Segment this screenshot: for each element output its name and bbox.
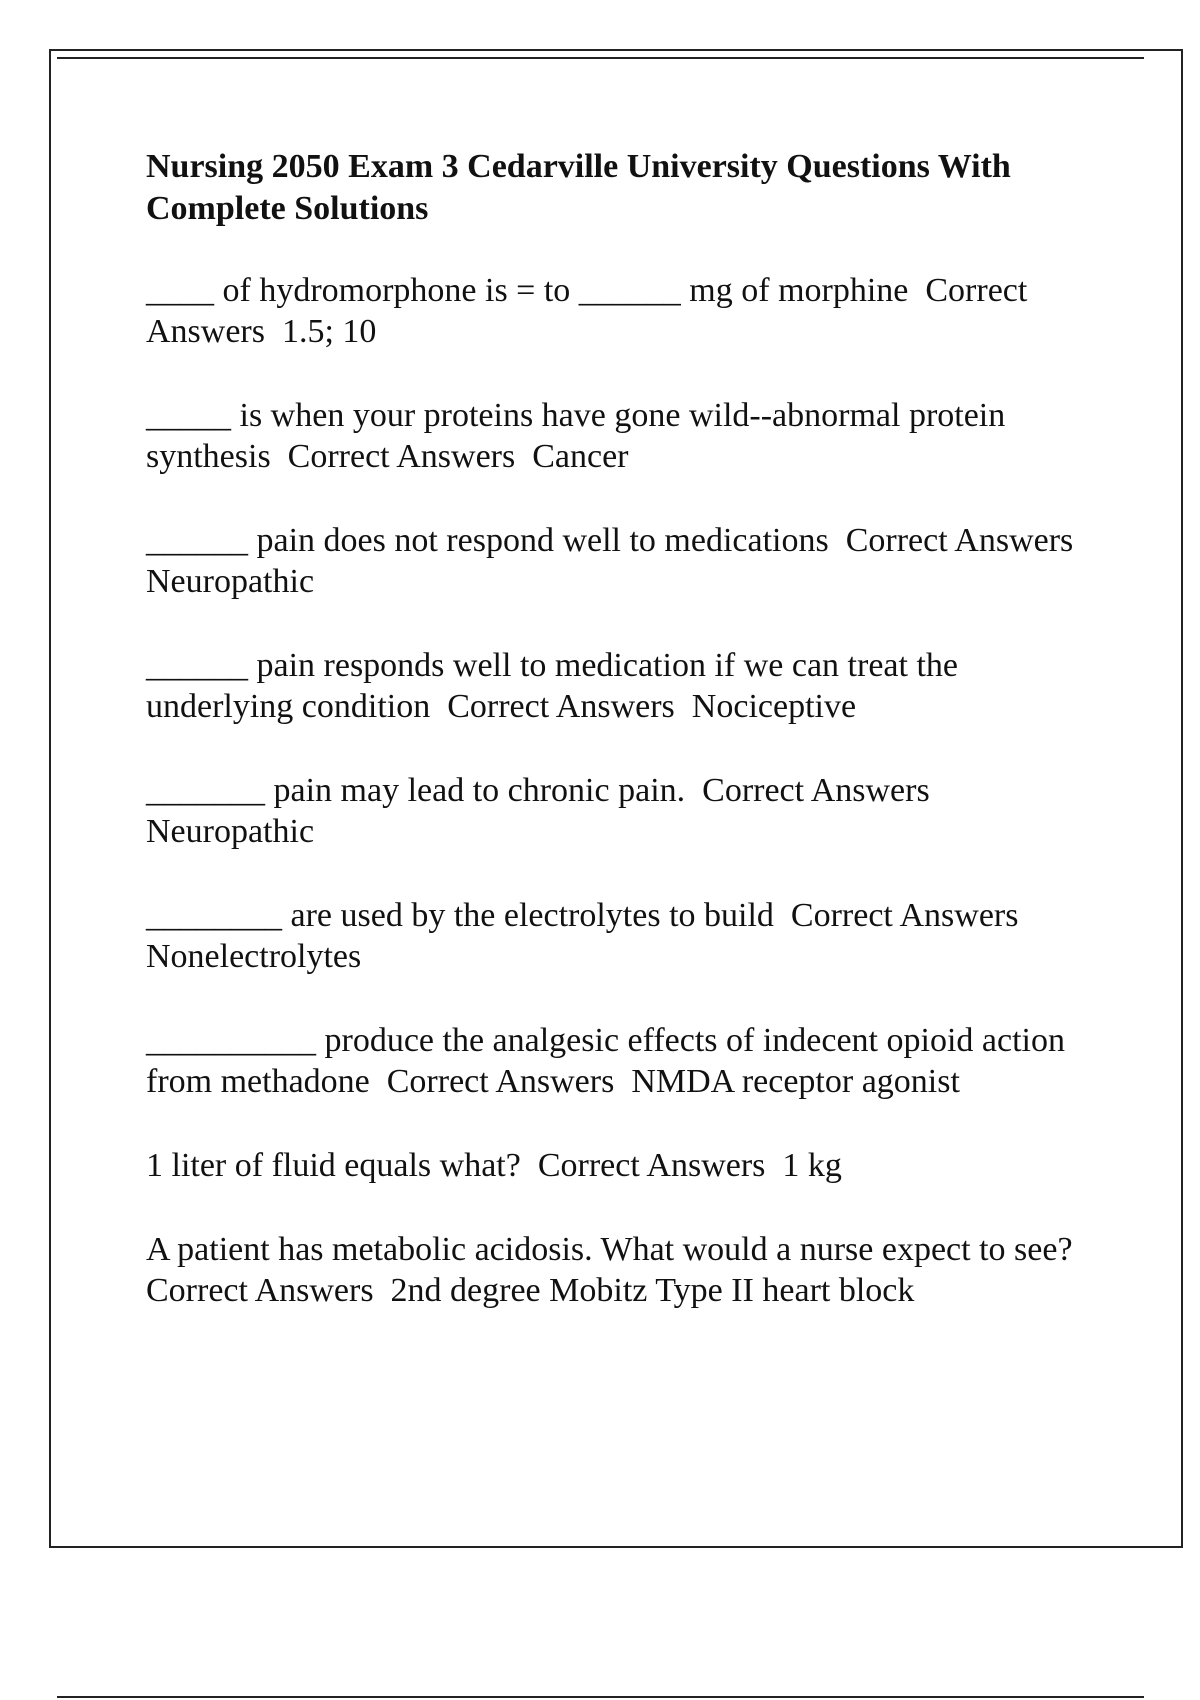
qa-item: ____ of hydromorphone is = to ______ mg of morphine Correct Answers 1.5; 10: [146, 272, 1034, 350]
top-divider: [57, 57, 1144, 59]
qa-item: ________ are used by the electrolytes to build Correct Answers Nonelectrolytes: [146, 897, 1036, 975]
qa-item: __________ produce the analgesic effects of indecent opioid action from methadone Correct Answers NMDA receptor agonist: [146, 1022, 1074, 1100]
qa-item: A patient has metabolic acidosis. What would a nurse expect to see? Correct Answers 2nd degree Mobitz Type II heart block: [146, 1231, 1090, 1309]
qa-item: _____ is when your proteins have gone wild--abnormal protein synthesis Correct Answers Cancer: [146, 397, 1014, 475]
document-title: Nursing 2050 Exam 3 Cedarville University Questions With Complete Solutions: [146, 148, 1011, 227]
qa-item: 1 liter of fluid equals what? Correct Answers 1 kg: [146, 1147, 842, 1184]
bottom-divider: [57, 1696, 1144, 1698]
document-body: [146, 146, 1106, 1354]
qa-item: ______ pain responds well to medication if we can treat the underlying condition Correct Answers Nociceptive: [146, 647, 967, 725]
qa-item: ______ pain does not respond well to medications Correct Answers Neuropathic: [146, 522, 1091, 600]
qa-item: _______ pain may lead to chronic pain. Correct Answers Neuropathic: [146, 772, 947, 850]
